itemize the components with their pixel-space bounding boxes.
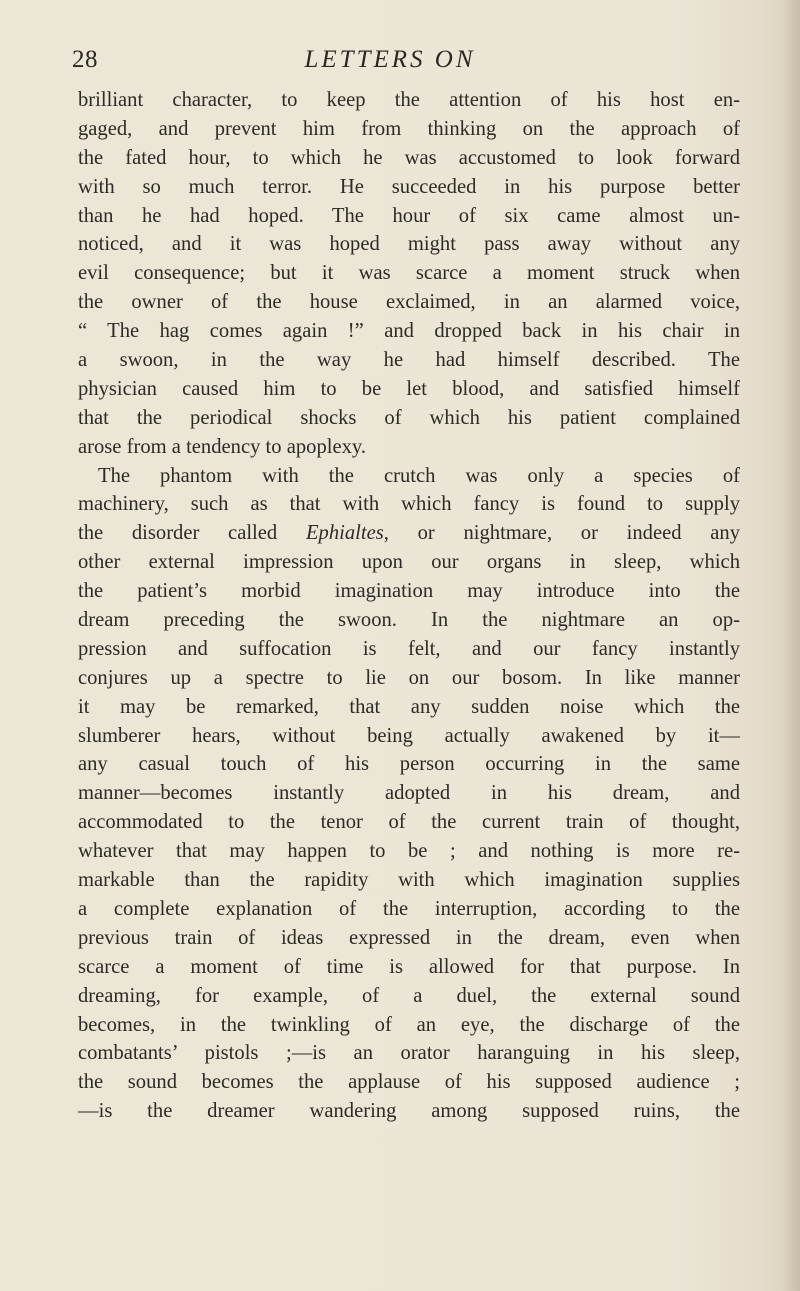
text-line: that the periodical shocks of which his patient complained bbox=[78, 406, 740, 429]
italic-term: Ephialtes bbox=[305, 522, 384, 545]
text-line: the fated hour, to which he was accustomed to look forward bbox=[78, 146, 740, 169]
text-line: any casual touch of his person occurring in the same bbox=[78, 753, 740, 776]
text-line: noticed, and it was hoped might pass away without any bbox=[78, 233, 740, 256]
page-edge-shadow bbox=[782, 0, 800, 1291]
text-line: other external impression upon our organs in sleep, which bbox=[78, 551, 740, 574]
text-line: the owner of the house exclaimed, in an alarmed voice, bbox=[78, 291, 740, 314]
text-line: pression and suffocation is felt, and our fancy instantly bbox=[78, 637, 740, 660]
page-header bbox=[0, 46, 800, 86]
text-line: the sound becomes the applause of his supposed audience ; bbox=[78, 1071, 740, 1094]
text-line: a swoon, in the way he had himself described. The bbox=[78, 349, 740, 372]
text-line: accommodated to the tenor of the current train of thought, bbox=[78, 811, 740, 834]
text-line: scarce a moment of time is allowed for that purpose. In bbox=[78, 955, 740, 978]
body-text bbox=[78, 86, 740, 1126]
page-number: 28 bbox=[72, 46, 98, 73]
text-line: the patient’s morbid imagination may introduce into the bbox=[78, 580, 740, 603]
paragraph-end-line: arose from a tendency to apoplexy. bbox=[78, 435, 367, 458]
paragraph-start-line: The phantom with the crutch was only a species of bbox=[98, 464, 740, 487]
text-line: than he had hoped. The hour of six came almost un- bbox=[78, 204, 740, 227]
text-fragment: , or nightmare, or indeed any bbox=[383, 522, 741, 545]
text-line: physician caused him to be let blood, and satisfied himself bbox=[78, 377, 740, 400]
text-line: slumberer hears, without being actually awakened by it— bbox=[78, 724, 740, 747]
text-line: combatants’ pistols ;—is an orator haranguing in his sleep, bbox=[78, 1042, 740, 1065]
text-line: conjures up a spectre to lie on our bosom. In like manner bbox=[78, 666, 740, 689]
text-line: becomes, in the twinkling of an eye, the discharge of the bbox=[78, 1013, 740, 1036]
text-line: brilliant character, to keep the attention of his host en- bbox=[78, 89, 740, 111]
text-line: dreaming, for example, of a duel, the external sound bbox=[78, 984, 740, 1007]
text-line: it may be remarked, that any sudden noise which the bbox=[78, 695, 740, 718]
running-head-text: LETTERS ON bbox=[304, 46, 476, 73]
text-line: manner—becomes instantly adopted in his dream, and bbox=[78, 782, 740, 805]
text-line: previous train of ideas expressed in the dream, even when bbox=[78, 926, 740, 949]
text-line: a complete explanation of the interruption, according to the bbox=[78, 897, 740, 920]
text-line-with-italic bbox=[78, 519, 740, 548]
text-line: with so much terror. He succeeded in his purpose better bbox=[78, 175, 740, 198]
text-line: —is the dreamer wandering among supposed ruins, the bbox=[78, 1100, 740, 1123]
text-line: evil consequence; but it was scarce a moment struck when bbox=[78, 262, 740, 285]
text-line: markable than the rapidity with which imagination supplies bbox=[78, 869, 740, 892]
text-line: “ The hag comes again !” and dropped back in his chair in bbox=[78, 320, 740, 343]
text-fragment: the disorder called bbox=[78, 522, 306, 545]
text-line: machinery, such as that with which fancy is found to supply bbox=[78, 493, 740, 516]
text-line: whatever that may happen to be ; and nothing is more re- bbox=[78, 840, 740, 863]
running-head bbox=[0, 46, 800, 74]
text-line: gaged, and prevent him from thinking on the approach of bbox=[78, 117, 740, 140]
text-line: dream preceding the swoon. In the nightmare an op- bbox=[78, 609, 740, 632]
